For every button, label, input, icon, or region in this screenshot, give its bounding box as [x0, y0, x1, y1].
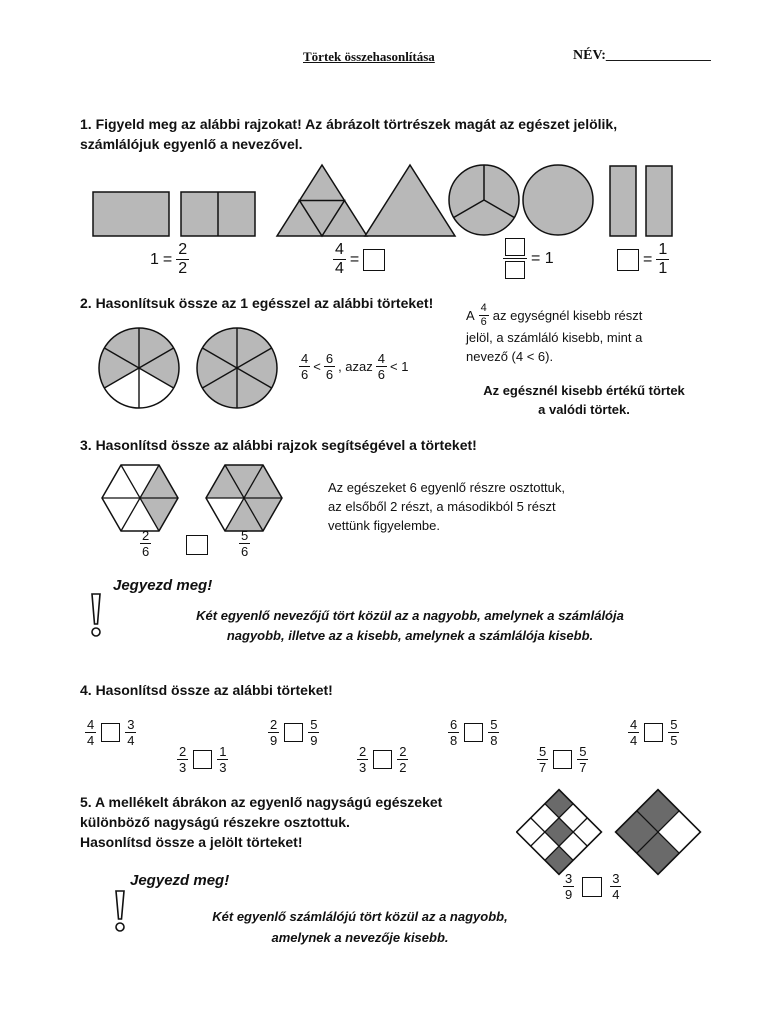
fraction: $\frac{5}{5}$ — [670, 717, 678, 748]
answer-box[interactable] — [193, 750, 212, 769]
fraction: $\frac{1}{1}$ — [658, 241, 668, 277]
fraction: $\frac{4}{4}$ — [87, 717, 95, 748]
box-fraction — [503, 238, 527, 279]
comparison-pair — [268, 718, 319, 747]
whole-circle — [523, 165, 593, 235]
task4-text: 4. Hasonlítsd össze az alábbi törteket! — [80, 682, 333, 698]
task1-text — [80, 114, 700, 154]
fraction: $\frac{4}{6}$ — [301, 351, 309, 382]
quarters-diamond — [616, 790, 701, 875]
task3-text: 3. Hasonlítsd össze az alábbi rajzok segítségével a törteket! — [80, 437, 477, 453]
answer-box[interactable] — [644, 723, 663, 742]
answer-box-numerator[interactable] — [505, 238, 525, 256]
answer-box[interactable] — [553, 750, 572, 769]
task3-hexagons — [100, 464, 290, 532]
task1-eq3: = 1 — [503, 238, 554, 279]
page-title: Törtek összehasonlítása — [303, 49, 435, 64]
ninths-diamond — [517, 790, 602, 875]
fraction: $\frac{5}{8}$ — [490, 717, 498, 748]
fraction: $\frac{5}{7}$ — [539, 744, 547, 775]
comparison-pair — [357, 745, 408, 774]
fraction: $\frac{4}{4}$ — [630, 717, 638, 748]
task2-conclusion: Az egésznél kisebb értékű törtek a valódi törtek. — [483, 383, 685, 417]
fraction: $\frac{2}{2}$ — [178, 241, 188, 277]
task5-diamonds — [516, 788, 706, 880]
fraction: $\frac{2}{3}$ — [179, 744, 187, 775]
six-sixths-circle — [197, 328, 277, 408]
comparison-pair — [448, 718, 499, 747]
comparison-pair — [537, 745, 588, 774]
fraction: $\frac{3}{9}$ — [565, 871, 573, 902]
task1-figures — [85, 160, 685, 240]
comparison-pair — [85, 718, 136, 747]
fraction: $\frac{2}{3}$ — [359, 744, 367, 775]
answer-box[interactable] — [373, 750, 392, 769]
fraction: $\frac{5}{7}$ — [579, 744, 587, 775]
task1-eq4: = $\frac{1}{1}$ — [617, 242, 669, 277]
task2-comparison: $\frac{4}{6}$ < $\frac{6}{6}$ , azaz $\frac{4}{6}$ < 1 — [301, 351, 409, 382]
fraction: $\frac{4}{6}$ — [377, 351, 385, 382]
fraction: $\frac{4}{4}$ — [335, 241, 344, 277]
answer-box[interactable] — [101, 723, 120, 742]
fraction: $\frac{2}{2}$ — [399, 744, 407, 775]
tall-rectangle-2 — [646, 166, 672, 236]
answer-box[interactable] — [186, 535, 208, 555]
task1-line1: 1. Figyeld meg az alábbi rajzokat! Az ábrázolt törtrészek magát az egészet jelölik, — [80, 116, 618, 132]
five-sixths-hexagon — [206, 465, 282, 531]
answer-box[interactable] — [582, 877, 602, 897]
answer-box-denominator[interactable] — [505, 261, 525, 279]
two-sixths-hexagon — [102, 465, 178, 531]
task5-text: 5. A mellékelt ábrákon az egyenlő nagyságú egészeket különböző nagyságú részekre osztottuk. Hasonlítsd össze a jelölt törteket! — [80, 794, 443, 850]
fraction: $\frac{6}{8}$ — [450, 717, 458, 748]
task3-fraction-1: $\frac{2}{6}$ — [142, 528, 150, 559]
four-sixths-circle — [99, 328, 179, 408]
name-field-label: NÉV:_______________ — [573, 48, 711, 63]
remember1-title: Jegyezd meg! — [113, 577, 213, 594]
task1-eq2: $\frac{4}{4}$ = — [333, 242, 385, 277]
answer-box[interactable] — [363, 249, 385, 271]
answer-box[interactable] — [284, 723, 303, 742]
fraction: $\frac{3}{4}$ — [127, 717, 135, 748]
comparison-pair — [177, 745, 228, 774]
tall-rectangle-1 — [610, 166, 636, 236]
task1-line2: számlálójuk egyenlő a nevezővel. — [80, 136, 303, 152]
remember2-title: Jegyezd meg! — [130, 872, 230, 889]
whole-triangle — [365, 165, 455, 236]
task2-note: A $\frac{4}{6}$ az egységnél kisebb részt jelöl, a számláló kisebb, mint a nevező (4 < 6). — [466, 302, 643, 364]
exclamation-icon — [110, 887, 130, 935]
task2-circles — [94, 326, 284, 410]
fraction: $\frac{1}{3}$ — [219, 744, 227, 775]
remember2-text: Két egyenlő számlálójú tört közül az a nagyobb, amelynek a nevezője kisebb. — [212, 909, 508, 945]
fraction: $\frac{4}{6}$ — [480, 302, 487, 328]
fraction: $\frac{5}{9}$ — [310, 717, 318, 748]
fraction: $\frac{6}{6}$ — [325, 351, 334, 382]
thirds-circle — [449, 165, 519, 235]
task5-comparison — [563, 872, 621, 901]
task1-eq1: 1 = $\frac{2}{2}$ — [150, 241, 188, 277]
answer-box[interactable] — [464, 723, 483, 742]
fraction: $\frac{3}{4}$ — [612, 871, 620, 902]
task3-note: Az egészeket 6 egyenlő részre osztottuk, az elsőből 2 részt, a másodikból 5 részt vettünk figyelembe. — [328, 480, 566, 533]
task3-fraction-2: $\frac{5}{6}$ — [241, 528, 249, 559]
remember1-text: Két egyenlő nevezőjű tört közül az a nagyobb, amelynek a számlálója nagyobb, illetve az a kisebb, amelynek a számlálója kisebb. — [196, 608, 624, 643]
whole-rectangle — [93, 192, 169, 236]
task2-text: 2. Hasonlítsuk össze az 1 egésszel az alábbi törteket! — [80, 295, 434, 311]
quartered-triangle — [277, 165, 367, 236]
fraction: $\frac{2}{9}$ — [270, 717, 278, 748]
comparison-pair — [628, 718, 679, 747]
answer-box[interactable] — [617, 249, 639, 271]
exclamation-icon — [86, 590, 106, 640]
